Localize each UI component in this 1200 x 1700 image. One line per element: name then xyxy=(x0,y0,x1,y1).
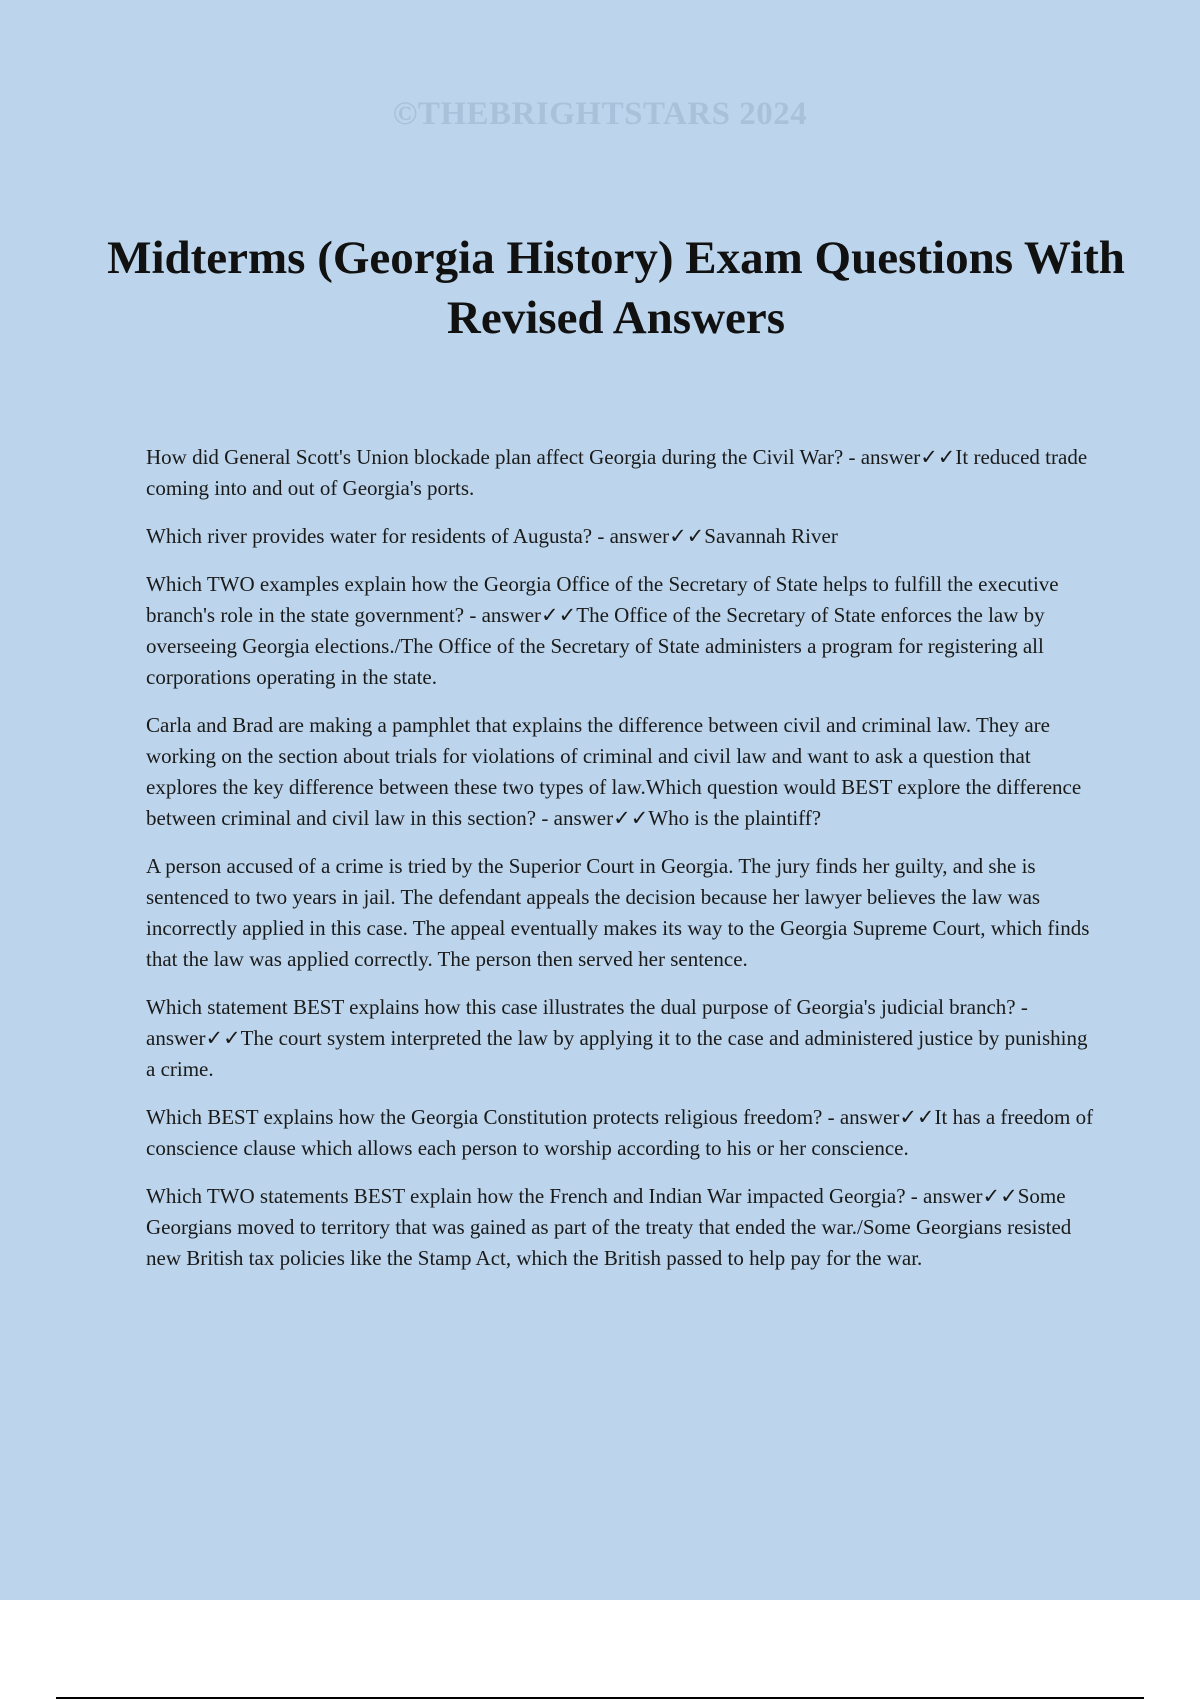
qa-item: Which river provides water for residents of Augusta? - answer✓✓Savannah River xyxy=(146,524,838,548)
qa-item: Which statement BEST explains how this case illustrates the dual purpose of Georgia's judicial branch? - answer✓✓The court system interpreted the law by applying it to the case and administered justice by punishing a crime. xyxy=(146,995,1088,1081)
qa-item: Which TWO examples explain how the Georgia Office of the Secretary of State helps to fulfill the executive branch's role in the state government? - answer✓✓The Office of the Secretary of State enforces the law by overseeing Georgia elections./The Office of the Secretary of State administers a program for registering all corporations operating in the state. xyxy=(146,572,1059,689)
qa-list xyxy=(146,442,1096,1291)
watermark: ©THEBRIGHTSTARS 2024 xyxy=(392,96,808,132)
qa-item: Carla and Brad are making a pamphlet that explains the difference between civil and criminal law. They are working on the section about trials for violations of criminal and civil law and want to ask a question that explores the key difference between these two types of law.Which question would BEST explore the difference between criminal and civil law in this section? - answer✓✓Who is the plaintiff? xyxy=(146,713,1082,830)
qa-item: A person accused of a crime is tried by the Superior Court in Georgia. The jury finds her guilty, and she is sentenced to two years in jail. The defendant appeals the decision because her lawyer believes the law was incorrectly applied in this case. The appeal eventually makes its way to the Georgia Supreme Court, which finds that the law was applied correctly. The person then served her sentence. xyxy=(146,854,1090,971)
qa-item: Which BEST explains how the Georgia Constitution protects religious freedom? - answer✓✓It has a freedom of conscience clause which allows each person to worship according to his or her conscience. xyxy=(146,1105,1094,1160)
qa-item: Which TWO statements BEST explain how the French and Indian War impacted Georgia? - answer✓✓Some Georgians moved to territory that was gained as part of the treaty that ended the war./Some Georgians resisted new British tax policies like the Stamp Act, which the British passed to help pay for the war. xyxy=(146,1184,1072,1270)
document-title: Midterms (Georgia History) Exam Questions With Revised Answers xyxy=(107,232,1125,344)
qa-item: How did General Scott's Union blockade plan affect Georgia during the Civil War? - answer✓✓It reduced trade coming into and out of Georgia's ports. xyxy=(146,445,1088,500)
footer-divider xyxy=(56,1697,1144,1699)
